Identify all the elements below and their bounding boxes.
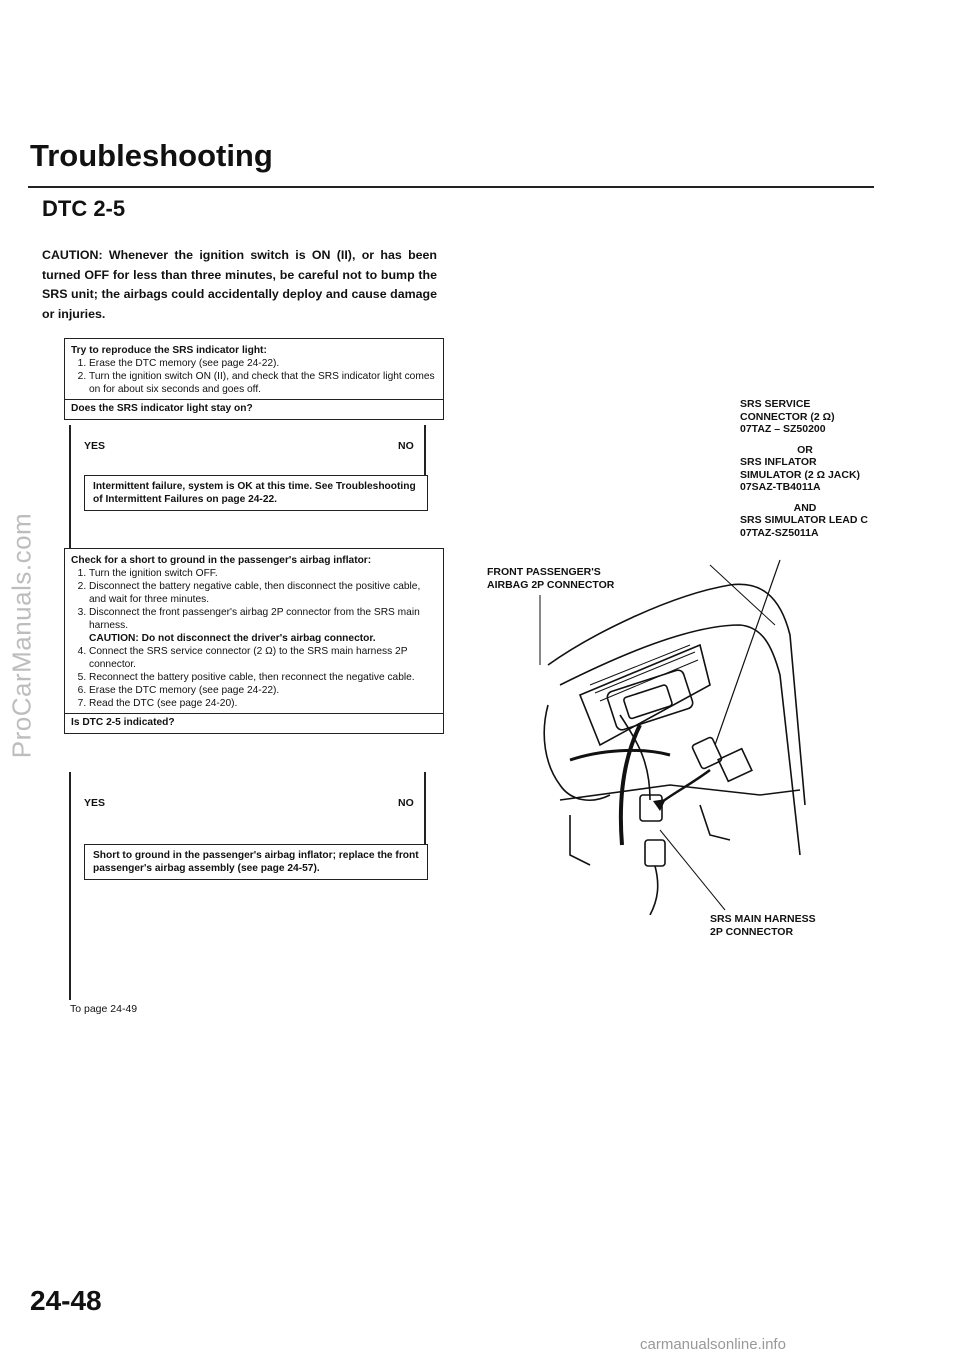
label-line: OR xyxy=(797,443,813,456)
label-line: 07SAZ-TB4011A xyxy=(740,481,821,493)
flow-line xyxy=(69,772,71,1000)
step2-item: 7. Read the DTC (see page 24-20). xyxy=(89,697,437,710)
step1-yes-label: YES xyxy=(84,440,106,452)
step1-no-result: Intermittent failure, system is OK at this time. See Troubleshooting of Intermittent Failures on page 24-22. xyxy=(84,475,428,511)
label-line: 2P CONNECTOR xyxy=(710,925,794,938)
page-title: Troubleshooting xyxy=(30,138,273,173)
label-line: SRS MAIN HARNESS xyxy=(710,913,816,925)
label-line: SIMULATOR (2 Ω JACK) xyxy=(740,468,861,481)
label-line: AIRBAG 2P CONNECTOR xyxy=(487,578,615,591)
label-line: SRS SIMULATOR LEAD C xyxy=(740,514,868,526)
flow-line xyxy=(69,425,71,548)
step1-question: Does the SRS indicator light stay on? xyxy=(65,399,443,417)
main-harness-connector-label xyxy=(710,913,816,938)
label-line: CONNECTOR (2 Ω) xyxy=(740,410,835,423)
label-line: SRS SERVICE xyxy=(740,398,811,410)
title-rule xyxy=(28,186,874,188)
step1-item: 2. Turn the ignition switch ON (II), and check that the SRS indicator light comes on for about six seconds and goes off. xyxy=(89,370,437,396)
connection-arrow xyxy=(658,770,710,805)
dtc-heading: DTC 2-5 xyxy=(42,196,126,221)
label-line: SRS INFLATOR xyxy=(740,456,817,468)
main-harness-connector xyxy=(645,840,665,866)
step2-no-label: NO xyxy=(398,797,414,809)
step2-item: 5. Reconnect the battery positive cable, then reconnect the negative cable. xyxy=(89,671,437,684)
step1-heading: Try to reproduce the SRS indicator light: xyxy=(71,345,267,356)
leader-line xyxy=(710,565,775,625)
airbag-connector-illustration xyxy=(500,555,820,915)
lower-panel xyxy=(570,805,730,865)
label-line: FRONT PASSENGER'S xyxy=(487,566,601,578)
step2-list xyxy=(71,567,437,710)
service-tag xyxy=(718,749,752,782)
step2-item: 6. Erase the DTC memory (see page 24-22). xyxy=(89,684,437,697)
connection-arrow xyxy=(570,750,670,760)
step1-list xyxy=(71,357,437,396)
arrow-head xyxy=(653,799,666,811)
to-page-reference: To page 24-49 xyxy=(70,1003,138,1015)
airbag-module-inner xyxy=(623,684,673,719)
flow-line xyxy=(424,425,426,475)
step2-item xyxy=(89,606,437,645)
main-harness-cable xyxy=(650,866,658,915)
step2-item-caution: CAUTION: Do not disconnect the driver's airbag connector. xyxy=(89,633,376,644)
step2-item: 1. Turn the ignition switch OFF. xyxy=(89,567,437,580)
page-number: 24-48 xyxy=(30,1285,102,1316)
step2-item: 4. Connect the SRS service connector (2 Ω) to the SRS main harness 2P connector. xyxy=(89,645,437,671)
floor-line xyxy=(560,785,800,800)
step2-yes-result: Short to ground in the passenger's airbag inflator; replace the front passenger's airbag assembly (see page 24-57). xyxy=(84,844,428,880)
srs-service-connector-label xyxy=(740,398,870,539)
leader-line xyxy=(715,560,780,745)
step2-item-text: Disconnect the front passenger's airbag 2P connector from the SRS main harness. xyxy=(89,607,420,631)
service-connector xyxy=(692,737,723,770)
step1-item: 1. Erase the DTC memory (see page 24-22). xyxy=(89,357,437,370)
label-line: AND xyxy=(793,501,817,514)
step2-heading: Check for a short to ground in the passenger's airbag inflator: xyxy=(71,555,372,566)
step2-question: Is DTC 2-5 indicated? xyxy=(65,713,443,731)
label-line: 07TAZ – SZ50200 xyxy=(740,423,826,435)
dashboard-edge xyxy=(560,625,800,855)
step2-yes-label: YES xyxy=(84,797,106,809)
step2-item: 2. Disconnect the battery negative cable, then disconnect the positive cable, and wait for three minutes. xyxy=(89,580,437,606)
step1-box xyxy=(64,338,444,420)
step2-box xyxy=(64,548,444,734)
label-line: 07TAZ-SZ5011A xyxy=(740,526,819,539)
caution-paragraph: CAUTION: Whenever the ignition switch is ON (II), or has been turned OFF for less than three minutes, be careful not to bump the SRS unit; the airbags could accidentally deploy and cause damage or injuries. xyxy=(42,248,437,321)
flow-line xyxy=(424,772,426,844)
step1-no-label: NO xyxy=(398,440,414,452)
footer-site: carmanualsonline.info xyxy=(640,1336,786,1353)
watermark-text: ProCarManuals.com xyxy=(6,512,37,759)
leader-line xyxy=(660,830,725,910)
